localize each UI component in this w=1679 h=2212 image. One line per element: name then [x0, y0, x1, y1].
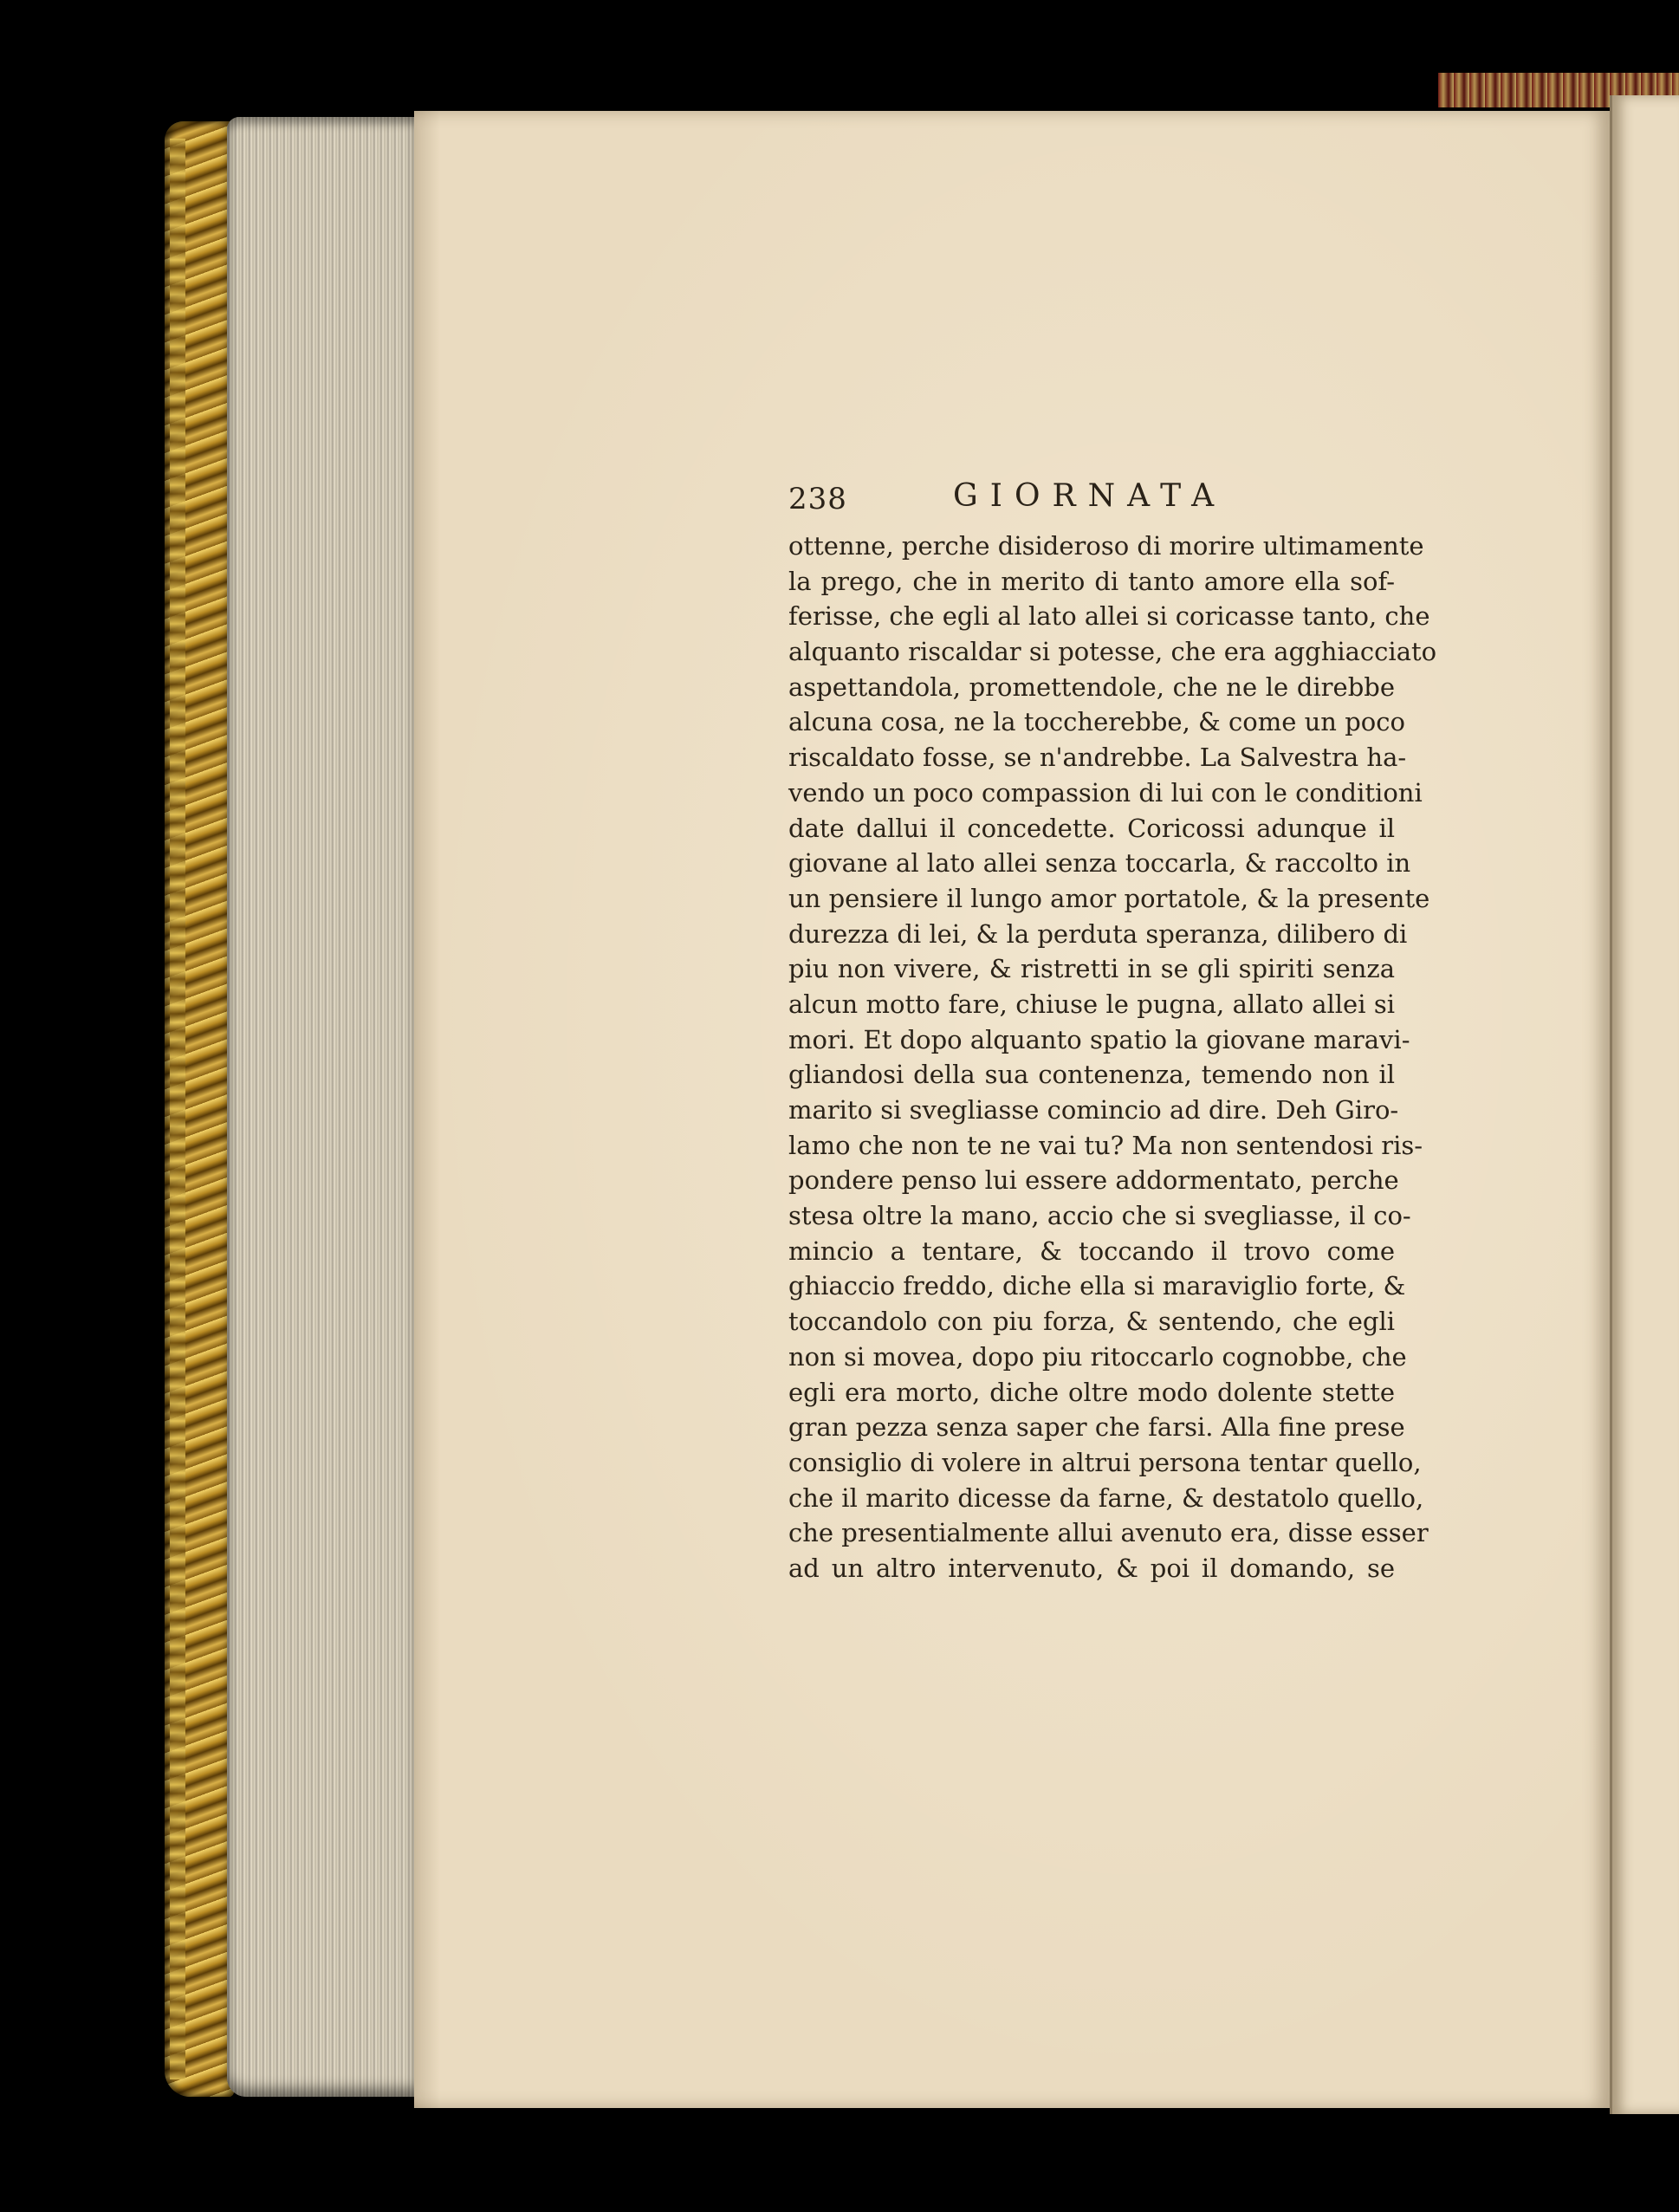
text-line: giovane al lato allei senza toccarla, & raccolto in: [788, 848, 1411, 879]
text-line: ghiaccio freddo, diche ella si maraviglio forte, &: [788, 1271, 1406, 1301]
text-line: che il marito dicesse da farne, & destatolo quello,: [788, 1482, 1424, 1513]
text-block: [788, 478, 1437, 1586]
text-line: consiglio di volere in altrui persona tentar quello,: [788, 1447, 1422, 1477]
text-line: mori. Et dopo alquanto spatio la giovane maravi-: [788, 1024, 1410, 1054]
text-line: alquanto riscaldar si potesse, che era agghiacciato: [788, 637, 1437, 667]
spine-ornament: [170, 139, 185, 2079]
text-line: mincio a tentare, & toccando il trovo come: [788, 1236, 1395, 1266]
page-number: 238: [788, 482, 847, 516]
text-line: alcun motto fare, chiuse le pugna, allato allei si: [788, 989, 1395, 1019]
text-line: non si movea, dopo piu ritoccarlo cognobbe, che: [788, 1341, 1407, 1372]
body-text: [788, 529, 1437, 1586]
section-title: GIORNATA: [953, 478, 1227, 514]
text-line: ad un altro intervenuto, & poi il domando, se: [788, 1553, 1395, 1583]
text-line: aspettandola, promettendole, che ne le direbbe: [788, 671, 1395, 702]
text-line: gran pezza senza saper che farsi. Alla fine prese: [788, 1412, 1405, 1443]
text-line: stesa oltre la mano, accio che si svegliasse, il co-: [788, 1201, 1411, 1231]
text-line: che presentialmente allui avenuto era, disse esser: [788, 1518, 1429, 1548]
text-line: date dallui il concedette. Coricossi adunque il: [788, 813, 1395, 843]
text-line: vendo un poco compassion di lui con le conditioni: [788, 777, 1423, 808]
text-line: riscaldato fosse, se n'andrebbe. La Salvestra ha-: [788, 743, 1407, 773]
text-line: la prego, che in merito di tanto amore ella sof-: [788, 566, 1395, 596]
text-line: ottenne, perche disideroso di morire ultimamente: [788, 531, 1424, 561]
page-edges: [227, 117, 418, 2097]
text-line: toccandolo con piu forza, & sentendo, che egli: [788, 1307, 1395, 1337]
facing-page-edge: [1610, 95, 1679, 2114]
text-line: lamo che non te ne vai tu? Ma non sentendosi ris-: [788, 1130, 1423, 1160]
text-line: ferisse, che egli al lato allei si coricasse tanto, che: [788, 601, 1430, 632]
text-line: marito si svegliasse comincio ad dire. Deh Giro-: [788, 1095, 1399, 1125]
text-line: pondere penso lui essere addormentato, perche: [788, 1165, 1399, 1196]
text-line: alcuna cosa, ne la toccherebbe, & come un poco: [788, 707, 1405, 737]
text-line: gliandosi della sua contenenza, temendo non il: [788, 1060, 1395, 1090]
text-line: egli era morto, diche oltre modo dolente stette: [788, 1377, 1395, 1407]
text-line: piu non vivere, & ristretti in se gli spiriti senza: [788, 954, 1395, 984]
running-head: [788, 478, 1395, 529]
text-line: durezza di lei, & la perduta speranza, dilibero di: [788, 918, 1408, 949]
text-line: un pensiere il lungo amor portatole, & la presente: [788, 883, 1430, 913]
